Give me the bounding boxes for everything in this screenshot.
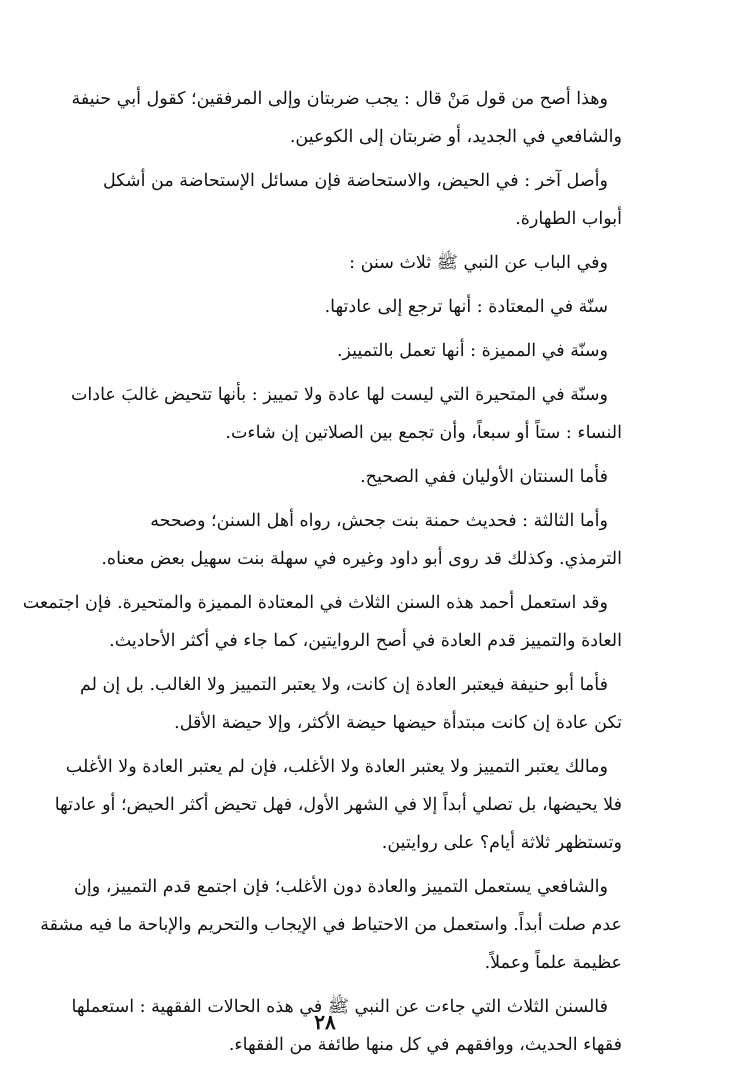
paragraph-line: والشافعي يستعمل التمييز والعادة دون الأغلب؛ فإن اجتمع قدم التمييز، وإن <box>74 877 608 897</box>
paragraph-line: النساء : ستاً أو سبعاً، وأن تجمع بين الصلاتين إن شاءت. <box>225 423 622 443</box>
paragraph-line: العادة والتمييز قدم العادة في أصح الروايتين، كما جاء في أكثر الأحاديث. <box>109 631 622 651</box>
paragraph-line: والشافعي في الجديد، أو ضربتان إلى الكوعين. <box>289 127 622 147</box>
paragraph-line: ومالك يعتبر التمييز ولا يعتبر العادة ولا الأغلب، فإن لم يعتبر العادة ولا الأغلب <box>65 757 608 777</box>
paragraph-line: عظيمة علماً وعملاً. <box>484 953 622 973</box>
paragraph-line: وهذا أصح من قول مَنْ قال : يجب ضربتان وإلى المرفقين؛ كقول أبي حنيفة <box>71 89 608 109</box>
paragraph-line: وسنّة في المتحيرة التي ليست لها عادة ولا تمييز : بأنها تتحيض غالبَ عادات <box>70 385 608 405</box>
paragraph-line: سنّة في المعتادة : أنها ترجع إلى عادتها. <box>324 297 608 317</box>
paragraph-line: فلا يحيضها، بل تصلي أبداً إلا في الشهر الأول، فهل تحيض أكثر الحيض؛ أو عادتها <box>54 795 622 815</box>
paragraph-line: وفي الباب عن النبي ﷺ ثلاث سنن : <box>349 253 608 273</box>
paragraph-line: وأصل آخر : في الحيض، والاستحاضة فإن مسائل الإستحاضة من أشكل <box>103 171 608 191</box>
paragraph-line: فقهاء الحديث، ووافقهم في كل منها طائفة من الفقهاء. <box>228 1035 622 1055</box>
paragraph-line: أبواب الطهارة. <box>515 209 622 229</box>
paragraph-line: فأما أبو حنيفة فيعتبر العادة إن كانت، ولا يعتبر التمييز ولا الغالب. بل إن لم <box>79 675 608 695</box>
page-body-text <box>18 80 622 1070</box>
paragraph-line: الترمذي. وكذلك قد روى أبو داود وغيره في سهلة بنت سهيل بعض معناه. <box>101 549 622 569</box>
page-number: ٢٨ <box>314 1010 336 1034</box>
paragraph-line: وأما الثالثة : فحديث حمنة بنت جحش، رواه أهل السنن؛ وصححه <box>150 511 608 531</box>
paragraph-line: عدم صلت أبداً. واستعمل من الاحتياط في الإيجاب والتحريم والإباحة ما فيه مشقة <box>40 915 622 935</box>
paragraph-line: وقد استعمل أحمد هذه السنن الثلاث في المعتادة المميزة والمتحيرة. فإن اجتمعت <box>22 593 608 613</box>
paragraph-line: وسنّة في المميزة : أنها تعمل بالتمييز. <box>336 341 608 361</box>
paragraph-line: فأما السنتان الأوليان ففي الصحيح. <box>360 467 608 487</box>
paragraph-line: تكن عادة إن كانت مبتدأة حيضها حيضة الأكثر، وإلا حيضة الأقل. <box>174 713 622 733</box>
paragraph-line: فالسنن الثلاث التي جاءت عن النبي ﷺ في هذه الحالات الفقهية : استعملها <box>71 997 608 1017</box>
paragraph-line: وتستظهر ثلاثة أيام؟ على روايتين. <box>381 833 622 853</box>
